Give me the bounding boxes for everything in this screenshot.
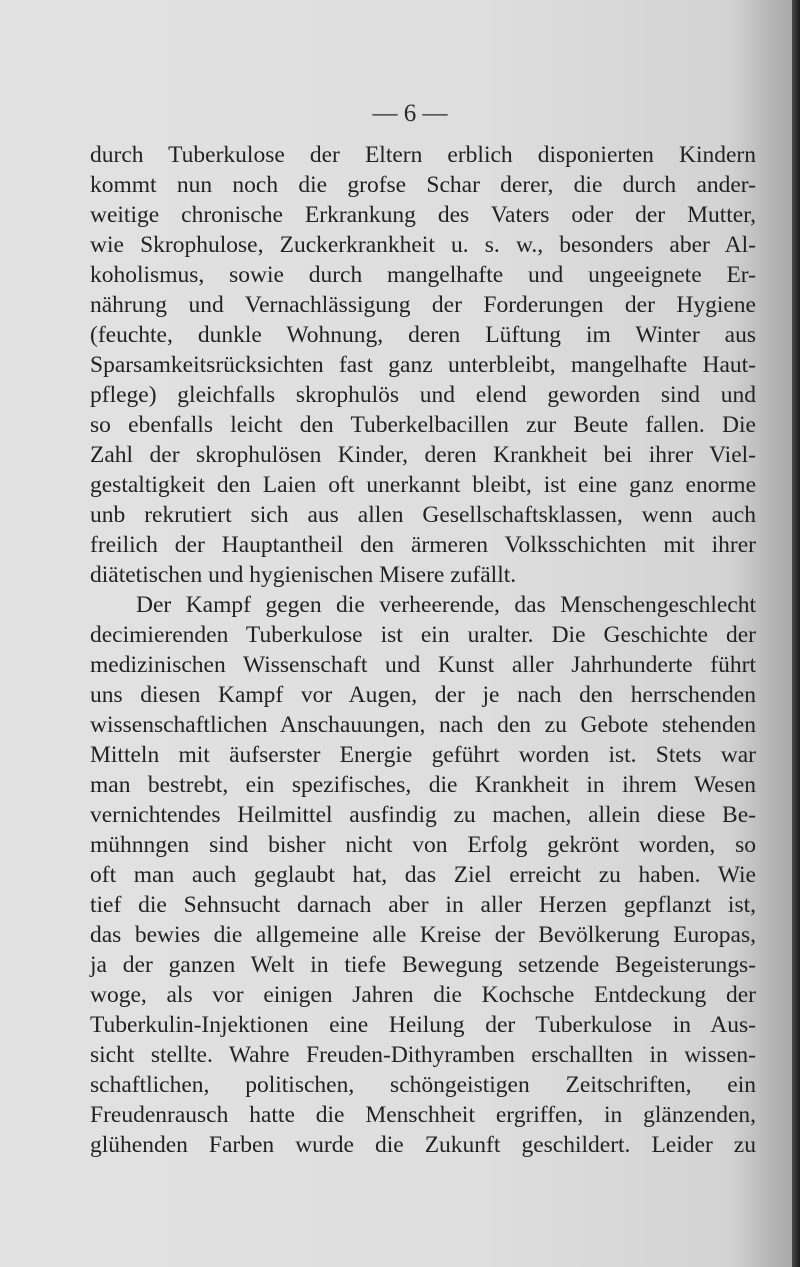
- text-line: Der Kampf gegen die verheerende, das Menschengeschlecht: [136, 592, 756, 618]
- text-line: das bewies die allgemeine alle Kreise der Bevölkerung Europas,: [90, 922, 756, 948]
- text-line: schaftlichen, politischen, schöngeistigen Zeitschriften, ein: [90, 1072, 756, 1098]
- text-line: gestaltigkeit den Laien oft unerkannt bleibt, ist eine ganz enorme: [90, 472, 756, 498]
- text-line: kommt nun noch die grofse Schar derer, die durch ander-: [90, 172, 756, 198]
- text-line: ja der ganzen Welt in tiefe Bewegung setzende Begeisterungs-: [90, 952, 756, 978]
- text-line: uns diesen Kampf vor Augen, der je nach den herrschenden: [90, 682, 756, 708]
- text-line: mühnngen sind bisher nicht von Erfolg gekrönt worden, so: [90, 832, 756, 858]
- text-line: freilich der Hauptantheil den ärmeren Volksschichten mit ihrer: [90, 532, 756, 558]
- text-line: man bestrebt, ein spezifisches, die Krankheit in ihrem Wesen: [90, 772, 756, 798]
- text-line: Freudenrausch hatte die Menschheit ergriffen, in glänzenden,: [90, 1102, 756, 1128]
- text-line: decimierenden Tuberkulose ist ein uralter. Die Geschichte der: [90, 622, 756, 648]
- text-line: Zahl der skrophulösen Kinder, deren Krankheit bei ihrer Viel-: [90, 442, 756, 468]
- text-line: pflege) gleichfalls skrophulös und elend geworden sind und: [90, 382, 756, 408]
- body-text: [90, 140, 756, 1160]
- text-line: glühenden Farben wurde die Zukunft geschildert. Leider zu: [90, 1132, 756, 1158]
- text-line: Mitteln mit äufserster Energie geführt worden ist. Stets war: [90, 742, 756, 768]
- book-edge-shadow: [792, 0, 800, 1267]
- text-line: vernichtendes Heilmittel ausfindig zu machen, allein diese Be-: [90, 802, 756, 828]
- text-line: wie Skrophulose, Zuckerkrankheit u. s. w., besonders aber Al-: [90, 232, 756, 258]
- text-line: Tuberkulin-Injektionen eine Heilung der Tuberkulose in Aus-: [90, 1012, 756, 1038]
- text-line: medizinischen Wissenschaft und Kunst aller Jahrhunderte führt: [90, 652, 756, 678]
- text-line: diätetischen und hygienischen Misere zufällt.: [90, 562, 517, 588]
- text-line: nährung und Vernachlässigung der Forderungen der Hygiene: [90, 292, 756, 318]
- page-number: — 6 —: [372, 100, 448, 127]
- text-line: sicht stellte. Wahre Freuden-Dithyramben erschallten in wissen-: [90, 1042, 756, 1068]
- text-line: oft man auch geglaubt hat, das Ziel erreicht zu haben. Wie: [90, 862, 756, 888]
- text-line: durch Tuberkulose der Eltern erblich disponierten Kindern: [90, 142, 756, 168]
- text-line: tief die Sehnsucht darnach aber in aller Herzen gepflanzt ist,: [90, 892, 756, 918]
- text-line: so ebenfalls leicht den Tuberkelbacillen zur Beute fallen. Die: [90, 412, 756, 438]
- text-line: wissenschaftlichen Anschauungen, nach den zu Gebote stehenden: [90, 712, 756, 738]
- text-line: woge, als vor einigen Jahren die Kochsche Entdeckung der: [90, 982, 756, 1008]
- text-line: koholismus, sowie durch mangelhafte und ungeeignete Er-: [90, 262, 756, 288]
- text-line: unb rekrutiert sich aus allen Gesellschaftsklassen, wenn auch: [90, 502, 756, 528]
- text-line: Sparsamkeitsrücksichten fast ganz unterbleibt, mangelhafte Haut-: [90, 352, 756, 378]
- text-line: (feuchte, dunkle Wohnung, deren Lüftung im Winter aus: [90, 322, 756, 348]
- text-line: weitige chronische Erkrankung des Vaters oder der Mutter,: [90, 202, 756, 228]
